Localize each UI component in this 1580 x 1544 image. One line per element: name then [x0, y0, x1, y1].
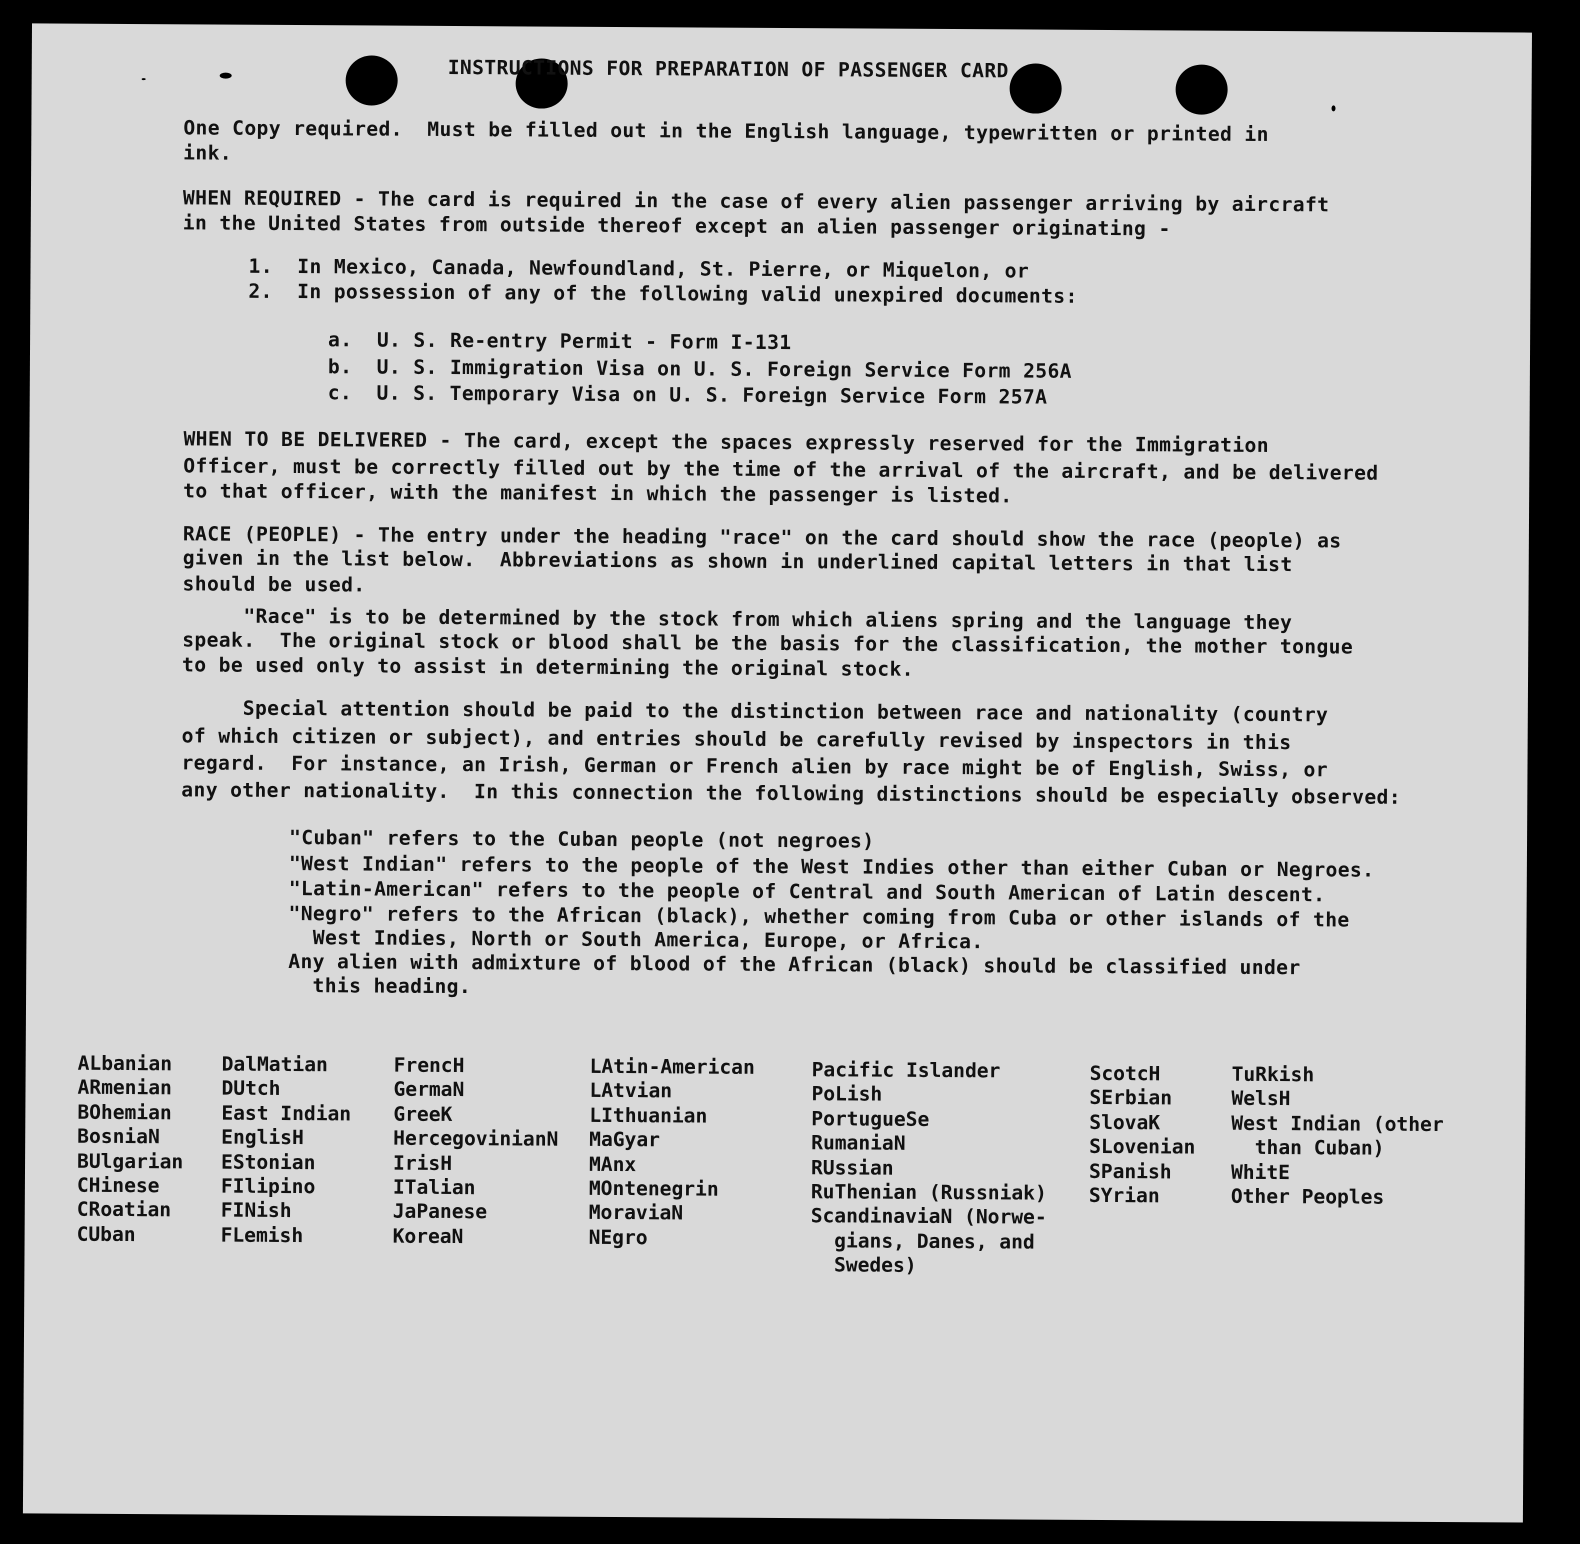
definition-line: this heading. — [288, 974, 472, 999]
definition-line: "Negro" refers to the African (black), whether coming from Cuba or other islands of the — [288, 902, 1350, 932]
special-line: Special attention should be paid to the distinction between race and nationality (country — [181, 696, 1329, 727]
race-entry: EStonian — [220, 1150, 316, 1174]
race-entry: Swedes) — [810, 1253, 917, 1278]
race-entry: WelsH — [1231, 1087, 1291, 1111]
special-line: any other nationality. In this connection the following distinctions should be especially observed: — [181, 778, 1402, 809]
race-entry: EnglisH — [221, 1125, 304, 1150]
race-entry: SLovenian — [1089, 1135, 1196, 1159]
race-entry: SYrian — [1088, 1183, 1160, 1208]
definition-line: "Cuban" refers to the Cuban people (not negroes) — [288, 826, 875, 853]
punch-hole — [1009, 63, 1061, 113]
race-entry: BosniaN — [77, 1124, 160, 1149]
race-entry: WhitE — [1230, 1160, 1291, 1184]
race-line: speak. The original stock or blood shall be the basis for the classification, the mother tongue — [182, 628, 1354, 659]
intro-line: One Copy required. Must be filled out in the English language, typewritten or printed in — [183, 116, 1269, 146]
definition-line: West Indies, North or South America, Europe, or Africa. — [288, 926, 984, 954]
punch-hole — [346, 55, 398, 105]
race-column — [77, 1052, 184, 1248]
when-delivered-line: to that officer, with the manifest in which the passenger is listed. — [183, 479, 1013, 508]
punch-hole — [1175, 64, 1227, 114]
race-entry: GermaN — [393, 1078, 465, 1102]
race-entry: BUlgarian — [76, 1149, 184, 1173]
race-column — [810, 1058, 1047, 1279]
race-entry: than Cuban) — [1231, 1135, 1385, 1160]
race-entry: LAtvian — [589, 1079, 673, 1103]
race-entry: MaGyar — [589, 1128, 661, 1152]
race-column — [1089, 1062, 1196, 1209]
race-entry: SErbian — [1089, 1086, 1173, 1110]
race-entry: MOntenegrin — [588, 1176, 719, 1201]
race-line: to be used only to assist in determining the original stock. — [182, 653, 914, 681]
race-entry: ARmenian — [77, 1076, 172, 1100]
race-entry: HercegovinianN — [393, 1126, 559, 1151]
race-entry: PortugueSe — [811, 1107, 930, 1131]
race-entry: CRoatian — [76, 1198, 172, 1222]
race-entry: gians, Danes, and — [810, 1229, 1035, 1254]
definition-line: "Latin-American" refers to the people of Central and South American of Latin descent. — [288, 877, 1326, 907]
race-entry: Pacific Islander — [811, 1058, 1001, 1083]
race-entry: SPanish — [1088, 1159, 1172, 1184]
document-item: c. U. S. Temporary Visa on U. S. Foreign Service Form 257A — [327, 381, 1048, 409]
race-entry: MoraviaN — [588, 1201, 684, 1225]
when-required-line: in the United States from outside thereof except an alien passenger originating - — [182, 211, 1171, 241]
definition-line: "West Indian" refers to the people of the West Indies other than either Cuban or Negroes. — [288, 852, 1375, 882]
race-entry: CUban — [76, 1222, 136, 1246]
race-entry: RUssian — [810, 1155, 894, 1180]
race-line: "Race" is to be determined by the stock from which aliens spring and the language they — [182, 604, 1293, 635]
race-entry: East Indian — [221, 1101, 352, 1126]
intro-line: ink. — [183, 141, 233, 165]
race-column — [589, 1055, 755, 1251]
race-entry: FINish — [220, 1199, 292, 1223]
race-entry: MAnx — [588, 1152, 637, 1176]
race-column — [1231, 1063, 1444, 1211]
ink-speck — [1332, 105, 1336, 111]
race-entry: West Indian (other — [1231, 1111, 1444, 1136]
race-entry: ALbanian — [77, 1051, 173, 1076]
race-entry: PoLish — [811, 1082, 883, 1107]
race-entry: DalMatian — [221, 1052, 328, 1077]
race-entry: LIthuanian — [589, 1103, 708, 1128]
race-entry: ScandinaviaN (Norwe- — [810, 1204, 1047, 1230]
race-entry: TuRkish — [1231, 1062, 1315, 1087]
race-column — [221, 1053, 352, 1249]
document-item: b. U. S. Immigration Visa on U. S. Foreign Service Form 256A — [327, 355, 1072, 383]
ink-speck — [220, 73, 232, 79]
race-column — [393, 1054, 559, 1250]
race-entry: CHinese — [76, 1173, 160, 1198]
document-item: a. U. S. Re-entry Permit - Form I-131 — [328, 328, 792, 355]
race-entry: ScotcH — [1089, 1061, 1161, 1086]
race-entry: SlovaK — [1089, 1110, 1161, 1135]
race-line: RACE (PEOPLE) - The entry under the heading "race" on the card should show the race (people) as — [182, 522, 1342, 553]
race-entry: RuThenian (Russniak) — [810, 1180, 1047, 1205]
race-entry: Other Peoples — [1230, 1184, 1385, 1209]
race-entry: LAtin-American — [589, 1054, 755, 1079]
race-entry: FIlipino — [220, 1174, 316, 1199]
race-entry: FLemish — [220, 1223, 304, 1247]
race-entry: BOhemian — [77, 1100, 172, 1125]
race-entry: GreeK — [393, 1102, 453, 1126]
document-page — [23, 23, 1532, 1522]
race-entry: ITalian — [392, 1175, 476, 1200]
when-required-line: WHEN REQUIRED - The card is required in the case of every alien passenger arriving by aircraft — [182, 186, 1330, 217]
page-title: INSTRUCTIONS FOR PREPARATION OF PASSENGER CARD — [447, 55, 1009, 83]
ink-speck — [142, 78, 146, 80]
race-entry: JaPanese — [392, 1200, 488, 1224]
numbered-item: 2. In possession of any of the following valid unexpired documents: — [248, 279, 1078, 308]
when-delivered-line: Officer, must be correctly filled out by the time of the arrival of the aircraft, and be delivered — [183, 454, 1379, 485]
numbered-item: 1. In Mexico, Canada, Newfoundland, St. Pierre, or Miquelon, or — [248, 254, 1030, 283]
race-entry: FrencH — [393, 1053, 465, 1078]
race-entry: IrisH — [392, 1151, 453, 1175]
race-line: given in the list below. Abbreviations as shown in underlined capital letters in that list — [182, 546, 1293, 577]
special-line: regard. For instance, an Irish, German or French alien by race might be of English, Swiss, or — [181, 751, 1329, 782]
race-entry: KoreaN — [392, 1224, 464, 1248]
race-entry: RumaniaN — [811, 1131, 906, 1155]
race-entry: NEgro — [588, 1225, 648, 1250]
special-line: of which citizen or subject), and entries should be carefully revised by inspectors in this — [181, 724, 1292, 755]
definition-line: Any alien with admixture of blood of the African (black) should be classified under — [288, 950, 1301, 980]
when-delivered-line: WHEN TO BE DELIVERED - The card, except the spaces expressly reserved for the Immigration — [183, 427, 1270, 457]
race-line: should be used. — [182, 572, 366, 597]
race-entry: DUtch — [221, 1077, 281, 1101]
